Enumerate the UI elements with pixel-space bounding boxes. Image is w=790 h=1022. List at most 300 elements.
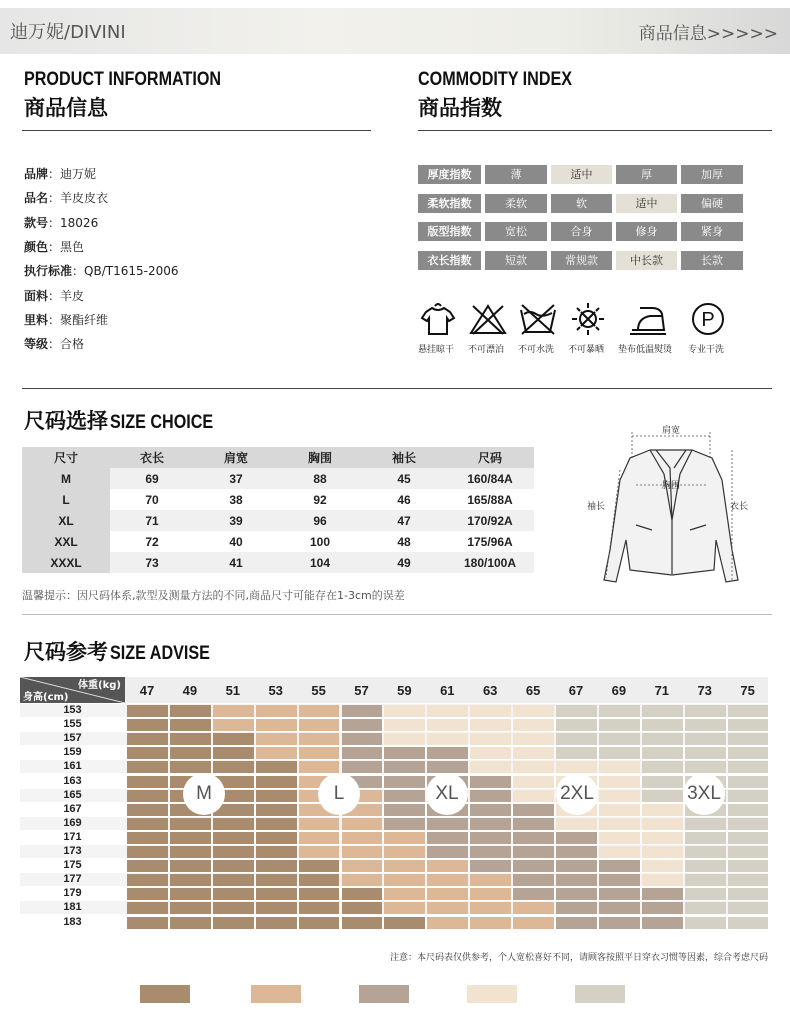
care-label: 不可漂泊 <box>468 345 505 355</box>
size-cell <box>342 733 383 745</box>
info-colon: ： <box>48 167 61 181</box>
no-bleach-icon <box>468 302 508 336</box>
height-label: 179 <box>63 887 82 900</box>
size-cell <box>384 888 425 900</box>
size-cell <box>470 846 511 858</box>
height-label: 171 <box>63 830 82 843</box>
product-info-title-cn: 商品信息 <box>24 96 108 120</box>
size-cell <box>599 719 640 731</box>
size-table-cell: M <box>22 468 110 489</box>
size-table-header: 肩宽 <box>194 447 278 468</box>
size-cell <box>556 888 597 900</box>
size-cell <box>556 719 597 731</box>
size-cell <box>556 860 597 872</box>
size-cell <box>213 888 254 900</box>
size-cell <box>685 719 726 731</box>
height-label: 181 <box>63 901 82 914</box>
weight-label: 67 <box>568 683 584 698</box>
legend-swatch <box>575 985 625 1003</box>
height-label: 183 <box>63 915 82 928</box>
size-table-cell: 49 <box>362 552 446 573</box>
size-cell <box>728 874 769 886</box>
size-cell <box>642 747 683 759</box>
size-cell <box>170 733 211 745</box>
size-cell <box>513 776 554 788</box>
size-cell <box>127 804 168 816</box>
size-cell <box>470 874 511 886</box>
size-advise-title-cn: 尺码参考 <box>24 640 108 664</box>
product-info-row <box>24 287 84 304</box>
low-iron-icon <box>628 302 668 336</box>
size-cell <box>342 888 383 900</box>
size-cell <box>427 818 468 830</box>
size-cell <box>256 776 297 788</box>
size-cell <box>170 705 211 717</box>
length-label: 衣长 <box>729 502 749 512</box>
size-table-row <box>22 510 534 531</box>
info-value: 羊皮皮衣 <box>60 191 109 206</box>
height-label: 163 <box>63 774 82 787</box>
size-cell <box>599 804 640 816</box>
size-badge: XL <box>426 773 468 815</box>
size-cell <box>127 818 168 830</box>
index-option: 加厚 <box>681 165 743 184</box>
size-badge: L <box>318 773 360 815</box>
size-cell <box>642 705 683 717</box>
size-table-cell: 104 <box>278 552 362 573</box>
size-cell <box>256 705 297 717</box>
care-label: 不可暴晒 <box>568 345 605 355</box>
info-colon: ： <box>48 239 61 254</box>
index-option: 偏硬 <box>681 194 743 213</box>
size-cell <box>170 888 211 900</box>
legend-swatch <box>467 985 517 1003</box>
size-cell <box>384 846 425 858</box>
weight-label: 57 <box>354 683 369 698</box>
size-cell <box>384 902 425 914</box>
size-table-cell: 88 <box>278 468 362 489</box>
size-cell <box>384 705 425 717</box>
size-advise-corner <box>20 677 125 703</box>
jacket-measure-diagram <box>582 420 762 590</box>
size-cell <box>299 733 340 745</box>
size-cell <box>470 733 511 745</box>
size-cell <box>642 776 683 788</box>
size-cell <box>384 832 425 844</box>
info-label: 颜色 <box>24 239 49 254</box>
weight-label: 71 <box>654 683 670 698</box>
height-label: 155 <box>63 718 82 731</box>
size-choice-title <box>24 405 231 435</box>
size-cell <box>427 917 468 929</box>
size-cell <box>728 888 769 900</box>
size-cell <box>127 860 168 872</box>
size-advise-note: 注意：本尺码表仅供参考，个人宽松喜好不同，请顾客按照平日穿衣习惯等因素，综合考虑尺码 <box>389 953 768 963</box>
size-cell <box>599 832 640 844</box>
info-value: 合格 <box>60 337 85 352</box>
size-table-cell: 96 <box>278 510 362 531</box>
size-cell <box>728 776 769 788</box>
size-cell <box>728 761 769 773</box>
index-label: 厚度指数 <box>418 165 481 184</box>
size-cell <box>728 705 769 717</box>
product-info-row <box>24 335 84 352</box>
size-cell <box>384 804 425 816</box>
size-choice-title-en: SIZE CHOICE <box>110 412 214 433</box>
size-cell <box>299 705 340 717</box>
size-cell <box>513 705 554 717</box>
weight-label: 49 <box>182 683 198 698</box>
size-cell <box>256 846 297 858</box>
size-table-cell: 72 <box>110 531 194 552</box>
size-cell <box>427 747 468 759</box>
index-option: 修身 <box>616 222 677 241</box>
size-table-cell: 71 <box>110 510 194 531</box>
chest-label: 胸围 <box>661 481 681 491</box>
size-advise-title-en: SIZE ADVISE <box>110 643 210 664</box>
info-value: 18026 <box>60 215 99 230</box>
size-cell <box>256 917 297 929</box>
size-cell <box>127 917 168 929</box>
care-label: 专业干洗 <box>688 345 725 355</box>
size-cell <box>513 804 554 816</box>
index-option: 合身 <box>551 222 612 241</box>
index-option-selected: 适中 <box>551 165 612 184</box>
size-cell <box>127 733 168 745</box>
size-badge: 2XL <box>556 773 598 815</box>
size-cell <box>342 747 383 759</box>
size-cell <box>127 846 168 858</box>
size-cell <box>427 761 468 773</box>
size-cell <box>728 917 769 929</box>
size-cell <box>384 917 425 929</box>
size-cell <box>427 860 468 872</box>
size-cell <box>470 790 511 802</box>
legend-swatch <box>359 985 409 1003</box>
size-table-cell: 73 <box>110 552 194 573</box>
size-cell <box>728 832 769 844</box>
index-label: 柔软指数 <box>418 194 481 213</box>
product-info-row <box>24 262 179 279</box>
size-cell <box>513 790 554 802</box>
weight-label: 69 <box>611 683 627 698</box>
size-cell <box>728 846 769 858</box>
weight-label: 51 <box>225 683 241 698</box>
size-cell <box>513 902 554 914</box>
size-cell <box>685 860 726 872</box>
size-cell <box>642 733 683 745</box>
size-badge: M <box>183 773 225 815</box>
size-cell <box>384 790 425 802</box>
size-cell <box>685 818 726 830</box>
size-cell <box>299 747 340 759</box>
weight-label: 53 <box>268 683 283 698</box>
size-cell <box>127 902 168 914</box>
svg-text:P: P <box>701 309 715 331</box>
size-cell <box>556 733 597 745</box>
size-cell <box>256 818 297 830</box>
size-cell <box>556 917 597 929</box>
size-cell <box>342 860 383 872</box>
size-cell <box>599 747 640 759</box>
size-cell <box>342 874 383 886</box>
dry-clean-icon <box>688 302 728 336</box>
size-cell <box>556 846 597 858</box>
size-advise-title <box>24 636 228 666</box>
size-cell <box>642 761 683 773</box>
height-label: 157 <box>63 732 82 745</box>
size-cell <box>170 902 211 914</box>
size-table-row <box>22 552 534 573</box>
weight-label: 75 <box>740 683 755 698</box>
index-option: 柔软 <box>485 194 547 213</box>
size-cell <box>384 761 425 773</box>
index-option: 紧身 <box>681 222 743 241</box>
size-cell <box>599 874 640 886</box>
size-cell <box>256 902 297 914</box>
size-table-header: 尺码 <box>446 447 534 468</box>
size-cell <box>642 860 683 872</box>
size-cell <box>213 860 254 872</box>
product-info-row <box>24 311 108 328</box>
size-cell <box>256 874 297 886</box>
size-cell <box>685 733 726 745</box>
care-label: 不可水洗 <box>518 345 555 355</box>
size-cell <box>170 747 211 759</box>
legend-swatch <box>140 985 190 1003</box>
height-label: 167 <box>63 802 82 815</box>
size-cell <box>556 747 597 759</box>
size-cell <box>728 719 769 731</box>
size-table-cell: 38 <box>194 489 278 510</box>
info-label: 品名 <box>24 191 49 206</box>
size-table-header: 尺寸 <box>22 447 110 468</box>
size-table-header: 胸围 <box>278 447 362 468</box>
size-cell <box>427 888 468 900</box>
size-cell <box>342 818 383 830</box>
size-cell <box>599 761 640 773</box>
size-cell <box>384 719 425 731</box>
size-cell <box>728 747 769 759</box>
size-cell <box>728 733 769 745</box>
weight-label: 47 <box>139 683 155 698</box>
size-table-cell: 69 <box>110 468 194 489</box>
size-cell <box>642 719 683 731</box>
index-option-selected: 中长款 <box>616 251 677 270</box>
size-cell <box>556 761 597 773</box>
size-cell <box>470 860 511 872</box>
size-table-cell: 160/84A <box>446 468 534 489</box>
no-wash-icon <box>518 302 558 336</box>
size-cell <box>642 790 683 802</box>
size-cell <box>470 747 511 759</box>
size-cell <box>427 719 468 731</box>
size-table-cell: 41 <box>194 552 278 573</box>
info-value: 羊皮 <box>60 288 85 303</box>
size-cell <box>470 705 511 717</box>
size-cell <box>470 776 511 788</box>
size-cell <box>470 832 511 844</box>
product-info-divider <box>22 130 371 131</box>
size-table <box>22 447 534 573</box>
info-label: 执行标准 <box>24 264 73 279</box>
product-info-row <box>24 238 84 255</box>
size-cell <box>642 804 683 816</box>
index-option: 薄 <box>485 165 547 184</box>
size-cell <box>427 832 468 844</box>
info-colon: ： <box>48 191 61 206</box>
size-cell <box>299 902 340 914</box>
height-label: 153 <box>63 704 82 716</box>
size-cell <box>685 747 726 759</box>
care-label: 垫布低温熨烫 <box>618 345 673 355</box>
brand-name: 迪万妮/DIVINI <box>10 22 126 43</box>
info-value: 黑色 <box>60 239 85 254</box>
info-value: QB/T1615-2006 <box>84 264 179 279</box>
size-cell <box>213 747 254 759</box>
size-cell <box>642 888 683 900</box>
size-cell <box>513 832 554 844</box>
info-colon: ： <box>72 264 85 279</box>
sleeve-label: 袖长 <box>586 502 606 512</box>
size-cell <box>599 705 640 717</box>
size-cell <box>256 790 297 802</box>
size-cell <box>470 818 511 830</box>
corner-height-label: 身高(cm) <box>23 692 69 703</box>
info-label: 品牌 <box>24 167 49 181</box>
size-cell <box>213 818 254 830</box>
size-cell <box>728 804 769 816</box>
size-cell <box>470 719 511 731</box>
info-colon: ： <box>48 312 61 327</box>
info-label: 等级 <box>24 337 49 352</box>
weight-label: 59 <box>397 683 412 698</box>
size-cell <box>599 888 640 900</box>
height-label: 169 <box>63 816 82 829</box>
size-cell <box>342 719 383 731</box>
size-cell <box>513 747 554 759</box>
size-cell <box>513 818 554 830</box>
size-cell <box>384 776 425 788</box>
size-cell <box>427 705 468 717</box>
product-info-title-en: PRODUCT INFORMATION <box>24 69 222 90</box>
size-cell <box>642 846 683 858</box>
index-option: 宽松 <box>485 222 547 241</box>
size-cell <box>685 902 726 914</box>
size-table-header: 袖长 <box>362 447 446 468</box>
size-cell <box>685 832 726 844</box>
size-cell <box>213 874 254 886</box>
height-label: 177 <box>63 873 82 886</box>
size-cell <box>213 902 254 914</box>
legend-swatch <box>251 985 301 1003</box>
size-cell <box>213 733 254 745</box>
size-cell <box>342 705 383 717</box>
size-cell <box>513 719 554 731</box>
size-cell <box>513 860 554 872</box>
size-table-cell: 165/88A <box>446 489 534 510</box>
size-cell <box>556 902 597 914</box>
size-cell <box>213 917 254 929</box>
size-cell <box>256 733 297 745</box>
size-cell <box>642 917 683 929</box>
size-cell <box>556 818 597 830</box>
section-divider <box>22 388 772 389</box>
size-cell <box>384 733 425 745</box>
size-cell <box>599 790 640 802</box>
size-cell <box>427 902 468 914</box>
size-cell <box>470 761 511 773</box>
size-cell <box>170 874 211 886</box>
size-table-cell: 40 <box>194 531 278 552</box>
section-divider-2 <box>22 614 772 615</box>
size-table-cell: 37 <box>194 468 278 489</box>
size-cell <box>299 874 340 886</box>
care-label: 悬挂晾干 <box>418 345 455 355</box>
size-cell <box>342 761 383 773</box>
weight-label: 65 <box>525 683 541 698</box>
size-cell <box>599 902 640 914</box>
size-cell <box>513 846 554 858</box>
size-cell <box>728 790 769 802</box>
size-cell <box>685 705 726 717</box>
size-badge: 3XL <box>683 773 725 815</box>
size-cell <box>599 733 640 745</box>
commodity-index-title-en: COMMODITY INDEX <box>418 69 573 90</box>
size-cell <box>170 761 211 773</box>
size-cell <box>427 733 468 745</box>
product-info-row <box>24 214 98 231</box>
size-table-cell: 100 <box>278 531 362 552</box>
size-table-row <box>22 489 534 510</box>
size-cell <box>599 860 640 872</box>
size-cell <box>342 846 383 858</box>
size-table-cell: L <box>22 489 110 510</box>
size-cell <box>299 860 340 872</box>
size-cell <box>470 902 511 914</box>
size-cell <box>513 761 554 773</box>
info-colon: ： <box>48 215 61 230</box>
size-cell <box>170 719 211 731</box>
size-cell <box>299 888 340 900</box>
size-cell <box>599 818 640 830</box>
size-cell <box>470 917 511 929</box>
size-cell <box>513 888 554 900</box>
size-table-cell: XXL <box>22 531 110 552</box>
size-table-cell: 70 <box>110 489 194 510</box>
index-option-selected: 适中 <box>616 194 677 213</box>
size-table-cell: 46 <box>362 489 446 510</box>
size-cell <box>127 874 168 886</box>
size-cell <box>599 776 640 788</box>
size-cell <box>513 917 554 929</box>
size-cell <box>685 917 726 929</box>
size-cell <box>170 860 211 872</box>
size-cell <box>642 832 683 844</box>
size-cell <box>256 804 297 816</box>
product-info-row <box>24 189 108 206</box>
size-cell <box>728 818 769 830</box>
size-cell <box>299 818 340 830</box>
size-cell <box>642 818 683 830</box>
size-cell <box>299 719 340 731</box>
height-label: 175 <box>63 859 82 872</box>
size-table-header: 衣长 <box>110 447 194 468</box>
size-cell <box>127 747 168 759</box>
index-option: 长款 <box>681 251 743 270</box>
size-cell <box>599 917 640 929</box>
size-table-cell: XXXL <box>22 552 110 573</box>
